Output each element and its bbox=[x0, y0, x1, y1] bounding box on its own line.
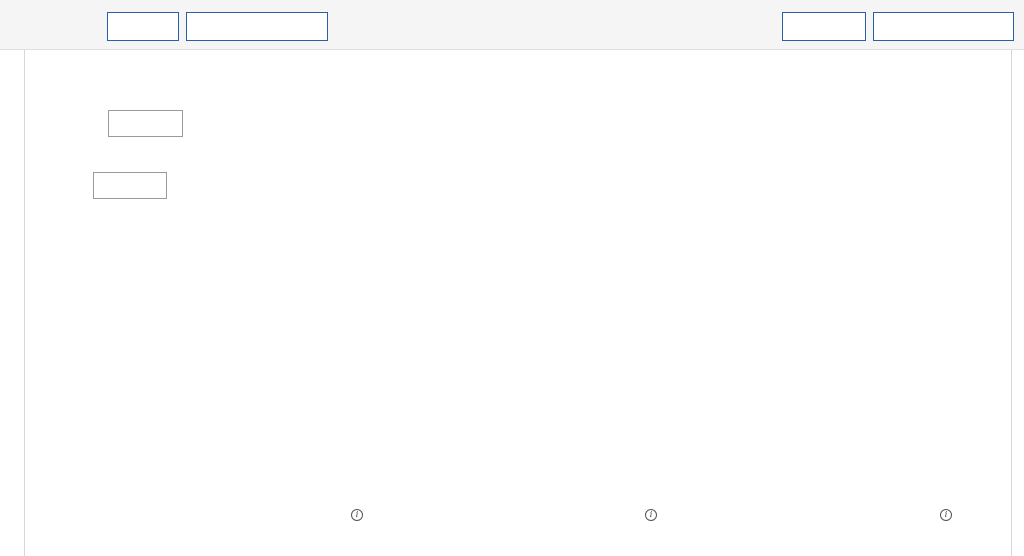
derivative-input[interactable] bbox=[108, 110, 183, 137]
graph-option-3 bbox=[656, 240, 946, 530]
previous-answers-button[interactable] bbox=[186, 12, 328, 41]
info-icon[interactable]: i bbox=[351, 509, 363, 521]
graph-option-2-radio[interactable] bbox=[366, 509, 374, 517]
graph-option-2 bbox=[362, 240, 652, 530]
question-header bbox=[0, 0, 1024, 50]
graph-option-1-radio[interactable] bbox=[71, 508, 79, 516]
critical-points-input[interactable] bbox=[93, 172, 167, 199]
practice-another-button[interactable] bbox=[873, 12, 1014, 41]
details-button[interactable] bbox=[107, 12, 179, 41]
graph-option-3-radio[interactable] bbox=[660, 509, 668, 517]
my-notes-button[interactable] bbox=[782, 12, 866, 41]
graph-option-1 bbox=[66, 240, 356, 530]
info-icon[interactable]: i bbox=[940, 509, 952, 521]
info-icon[interactable]: i bbox=[645, 509, 657, 521]
